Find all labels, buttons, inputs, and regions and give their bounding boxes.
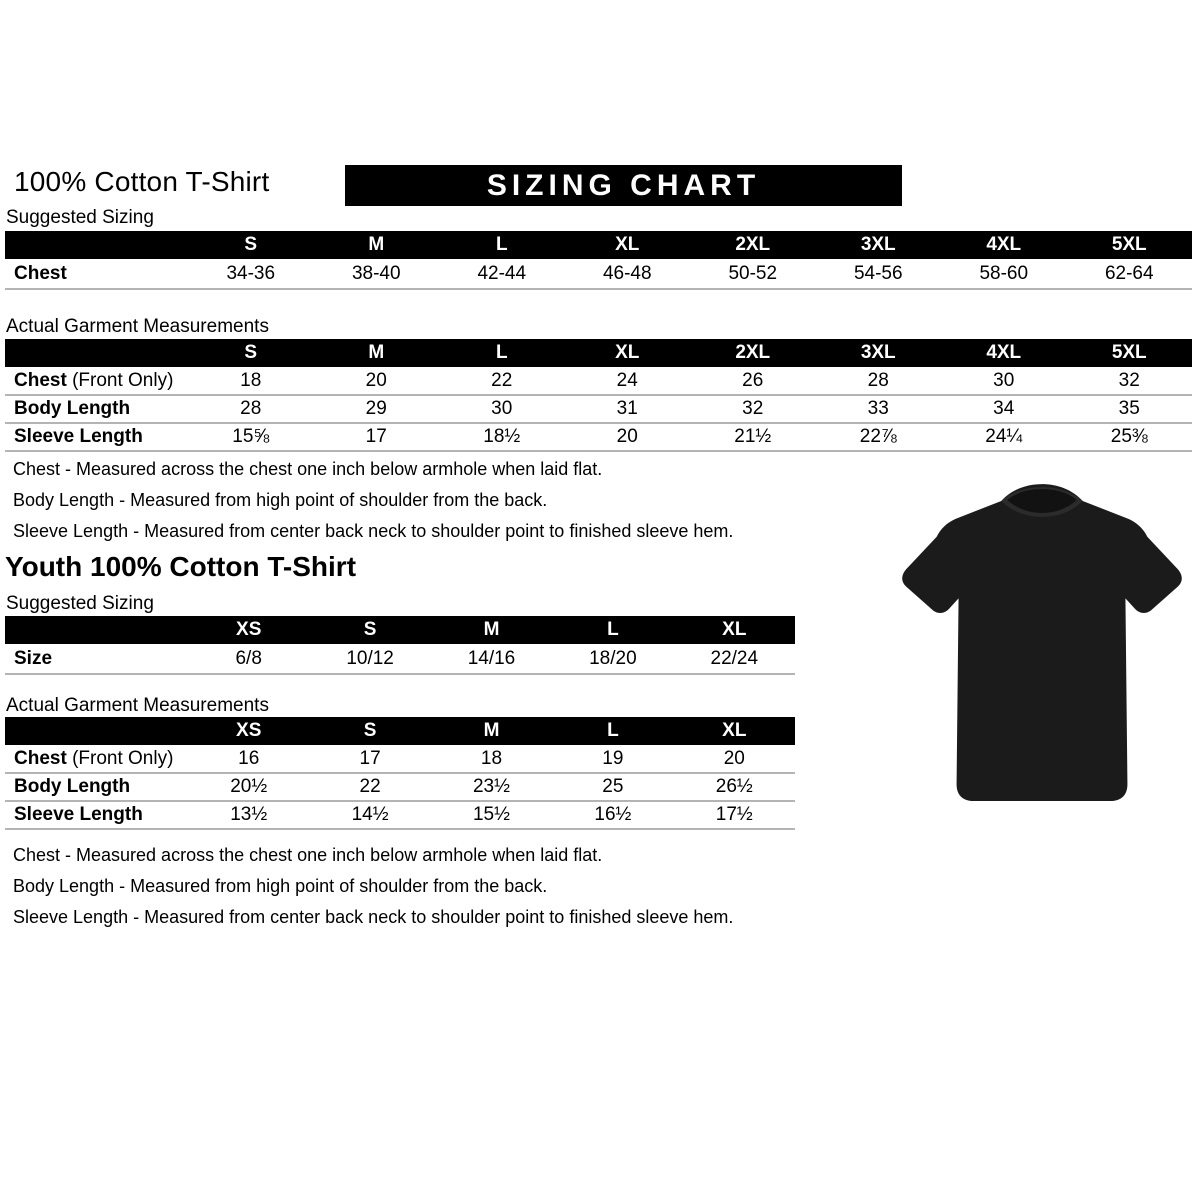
row-label-header bbox=[5, 231, 188, 259]
row-label-header bbox=[5, 339, 188, 367]
table-row bbox=[5, 745, 795, 773]
size-column-header: L bbox=[607, 720, 619, 741]
table-row bbox=[5, 367, 1192, 395]
cell-value: 28 bbox=[188, 395, 314, 423]
cell-value: 16½ bbox=[552, 801, 673, 829]
row-label bbox=[5, 367, 188, 395]
cell-value: 15⅝ bbox=[188, 423, 314, 451]
cell-value: 30 bbox=[439, 395, 565, 423]
cell-value: 22⅞ bbox=[816, 423, 942, 451]
measurement-note: Body Length - Measured from high point of shoulder from the back. bbox=[13, 876, 548, 896]
measurement-note: Body Length - Measured from high point of shoulder from the back. bbox=[13, 490, 548, 510]
cell-value: 32 bbox=[1067, 367, 1193, 395]
tshirt-body bbox=[902, 484, 1182, 801]
cell-value: 19 bbox=[552, 745, 673, 773]
cell-value: 34 bbox=[941, 395, 1067, 423]
cell-value: 17 bbox=[309, 745, 430, 773]
cell-value: 22 bbox=[439, 367, 565, 395]
size-header-row bbox=[5, 717, 795, 745]
cell-value: 32 bbox=[690, 395, 816, 423]
table-row bbox=[5, 395, 1192, 423]
cell-value: 6/8 bbox=[188, 644, 309, 674]
youth-section-title: Youth 100% Cotton T-Shirt bbox=[5, 551, 357, 582]
cell-value: 38-40 bbox=[314, 259, 440, 289]
size-column-header: 4XL bbox=[986, 234, 1022, 255]
size-column-header: XL bbox=[722, 720, 747, 741]
adult-actual-measurements-label: Actual Garment Measurements bbox=[6, 316, 269, 337]
row-label bbox=[5, 395, 188, 423]
row-label bbox=[5, 773, 188, 801]
cell-value: 50-52 bbox=[690, 259, 816, 289]
cell-value: 20 bbox=[314, 367, 440, 395]
row-label bbox=[5, 423, 188, 451]
row-label bbox=[5, 745, 188, 773]
cell-value: 13½ bbox=[188, 801, 309, 829]
row-label-text: Body Length bbox=[14, 398, 131, 419]
sizing-chart-banner-text: SIZING CHART bbox=[486, 168, 761, 202]
cell-value: 25⅜ bbox=[1067, 423, 1193, 451]
cell-value: 20 bbox=[674, 745, 795, 773]
row-label-text: Sleeve Length bbox=[14, 804, 143, 825]
cell-value: 28 bbox=[816, 367, 942, 395]
size-column-header: XL bbox=[722, 619, 747, 640]
size-column-header: M bbox=[368, 234, 385, 255]
row-label bbox=[5, 801, 188, 829]
cell-value: 18 bbox=[431, 745, 552, 773]
size-column-header: S bbox=[363, 720, 377, 741]
size-column-header: M bbox=[483, 720, 500, 741]
youth-actual-measurements-table bbox=[5, 717, 795, 830]
cell-value: 31 bbox=[565, 395, 691, 423]
youth-suggested-sizing-label: Suggested Sizing bbox=[6, 593, 154, 614]
cell-value: 26½ bbox=[674, 773, 795, 801]
size-column-header: 2XL bbox=[735, 342, 771, 363]
size-column-header: 5XL bbox=[1111, 234, 1147, 255]
cell-value: 20½ bbox=[188, 773, 309, 801]
row-label bbox=[5, 644, 188, 674]
adult-measurement-notes bbox=[13, 459, 733, 552]
cell-value: 54-56 bbox=[816, 259, 942, 289]
page-title: 100% Cotton T-Shirt bbox=[14, 166, 270, 197]
youth-measurement-notes bbox=[13, 845, 733, 938]
sizing-chart-banner bbox=[345, 165, 902, 206]
cell-value: 26 bbox=[690, 367, 816, 395]
size-header-row bbox=[5, 231, 1192, 259]
cell-value: 35 bbox=[1067, 395, 1193, 423]
cell-value: 24¼ bbox=[941, 423, 1067, 451]
size-column-header: L bbox=[495, 234, 508, 255]
measurement-note: Sleeve Length - Measured from center back neck to shoulder point to finished sleeve hem. bbox=[13, 521, 734, 541]
row-label bbox=[5, 259, 188, 289]
size-column-header: S bbox=[244, 342, 258, 363]
cell-value: 17 bbox=[314, 423, 440, 451]
cell-value: 33 bbox=[816, 395, 942, 423]
size-column-header: S bbox=[244, 234, 258, 255]
youth-suggested-sizing-table bbox=[5, 616, 795, 675]
size-column-header: 3XL bbox=[860, 234, 896, 255]
row-label-text: Chest bbox=[14, 262, 67, 284]
cell-value: 18½ bbox=[439, 423, 565, 451]
cell-value: 46-48 bbox=[565, 259, 691, 289]
size-column-header: XL bbox=[615, 342, 640, 363]
row-label-text: Size bbox=[14, 647, 53, 669]
cell-value: 29 bbox=[314, 395, 440, 423]
cell-value: 15½ bbox=[431, 801, 552, 829]
table-row bbox=[5, 773, 795, 801]
cell-value: 10/12 bbox=[309, 644, 430, 674]
row-label-text: Sleeve Length bbox=[14, 426, 143, 447]
cell-value: 62-64 bbox=[1067, 259, 1193, 289]
cell-value: 14/16 bbox=[431, 644, 552, 674]
table-row bbox=[5, 423, 1192, 451]
cell-value: 14½ bbox=[309, 801, 430, 829]
table-row bbox=[5, 259, 1192, 289]
size-column-header: 5XL bbox=[1111, 342, 1147, 363]
row-label-text: Chest bbox=[14, 747, 67, 769]
adult-actual-measurements-table bbox=[5, 339, 1192, 452]
cell-value: 16 bbox=[188, 745, 309, 773]
size-column-header: 2XL bbox=[735, 234, 771, 255]
cell-value: 42-44 bbox=[439, 259, 565, 289]
cell-value: 34-36 bbox=[188, 259, 314, 289]
cell-value: 22/24 bbox=[674, 644, 795, 674]
cell-value: 17½ bbox=[674, 801, 795, 829]
cell-value: 58-60 bbox=[941, 259, 1067, 289]
cell-value: 18 bbox=[188, 367, 314, 395]
row-label-text: Chest bbox=[14, 369, 67, 391]
adult-suggested-sizing-table bbox=[5, 231, 1192, 290]
measurement-note: Chest - Measured across the chest one inch below armhole when laid flat. bbox=[13, 459, 603, 479]
cell-value: 18/20 bbox=[552, 644, 673, 674]
measurement-note: Sleeve Length - Measured from center back neck to shoulder point to finished sleeve hem. bbox=[13, 907, 734, 927]
youth-actual-measurements-label: Actual Garment Measurements bbox=[6, 695, 269, 716]
measurement-note: Chest - Measured across the chest one inch below armhole when laid flat. bbox=[13, 845, 603, 865]
cell-value: 30 bbox=[941, 367, 1067, 395]
size-column-header: XS bbox=[236, 619, 262, 640]
row-label-suffix: (Front Only) bbox=[66, 369, 174, 391]
cell-value: 22 bbox=[309, 773, 430, 801]
cell-value: 23½ bbox=[431, 773, 552, 801]
size-column-header: XS bbox=[236, 720, 262, 741]
cell-value: 21½ bbox=[690, 423, 816, 451]
adult-suggested-sizing-label: Suggested Sizing bbox=[6, 207, 154, 228]
size-column-header: S bbox=[363, 619, 377, 640]
size-header-row bbox=[5, 339, 1192, 367]
cell-value: 24 bbox=[565, 367, 691, 395]
row-label-suffix: (Front Only) bbox=[66, 747, 174, 769]
tshirt-image bbox=[893, 476, 1191, 818]
cell-value: 20 bbox=[565, 423, 691, 451]
size-column-header: M bbox=[368, 342, 385, 363]
size-column-header: 4XL bbox=[986, 342, 1022, 363]
size-column-header: M bbox=[483, 619, 500, 640]
size-header-row bbox=[5, 616, 795, 644]
cell-value: 25 bbox=[552, 773, 673, 801]
table-row bbox=[5, 801, 795, 829]
row-label-header bbox=[5, 616, 188, 644]
row-label-text: Body Length bbox=[14, 776, 131, 797]
row-label-header bbox=[5, 717, 188, 745]
size-column-header: L bbox=[607, 619, 619, 640]
size-column-header: 3XL bbox=[860, 342, 896, 363]
table-row bbox=[5, 644, 795, 674]
size-column-header: XL bbox=[615, 234, 640, 255]
size-column-header: L bbox=[495, 342, 508, 363]
